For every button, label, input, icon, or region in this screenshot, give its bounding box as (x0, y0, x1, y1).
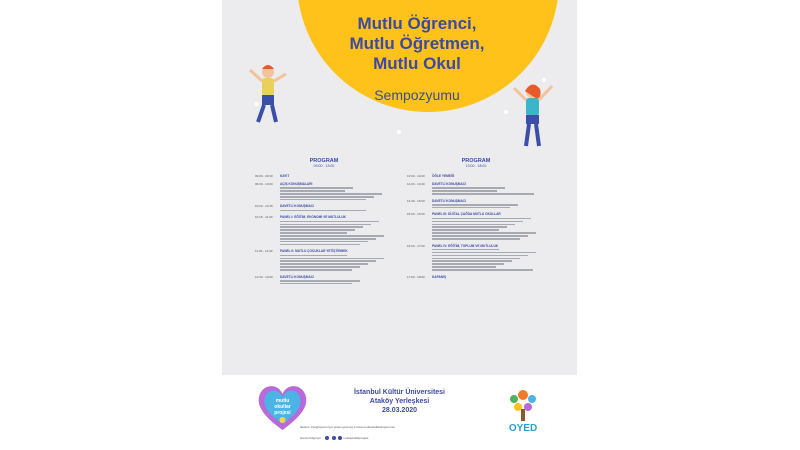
detail-line (280, 241, 368, 243)
title-line-2: Mutlu Öğretmen, (349, 34, 485, 53)
detail-line (432, 204, 518, 206)
logo-text-3: projesi (274, 410, 291, 416)
detail-line (432, 232, 536, 234)
detail-line (432, 269, 533, 271)
row-title: DAVETLİ KONUŞMACI (280, 274, 314, 279)
detail-line (280, 255, 347, 257)
detail-line (280, 187, 353, 189)
row-title: KAPANIŞ (432, 274, 447, 279)
detail-line (280, 258, 384, 260)
row-time: 15:00 - 16:00 (407, 212, 425, 217)
poster (222, 0, 577, 450)
oyed-text: OYED (508, 423, 538, 434)
detail-line (432, 238, 520, 240)
program-row (407, 244, 545, 271)
program-row (255, 215, 393, 245)
detail-line (432, 249, 499, 251)
row-title: PANEL III: DİJİTAL ÇAĞDA MUTLU OKULLAR (432, 212, 501, 217)
row-time: 16:00 - 17:00 (407, 243, 425, 248)
detail-line (432, 207, 510, 209)
program-right-heading: PROGRAM (461, 158, 491, 164)
boy-illustration-icon (244, 62, 292, 132)
detail-line (432, 229, 499, 231)
detail-line (280, 190, 345, 192)
detail-line (432, 255, 528, 257)
detail-line (280, 238, 376, 240)
detail-line (432, 218, 531, 220)
venue-name: İstanbul Kültür Üniversitesi (353, 389, 446, 396)
row-time: 10:15 - 11:30 (255, 215, 273, 220)
star-icon (504, 110, 508, 114)
poster-title (312, 14, 522, 74)
row-time: 11:30 - 12:30 (255, 249, 273, 254)
row-title: PANEL I: EĞİTİM, EKONOMİ VE MUTLULUK (280, 215, 346, 220)
detail-line (280, 244, 360, 246)
detail-line (280, 263, 368, 265)
row-time: 14:30 - 15:00 (407, 198, 425, 203)
program-row (255, 204, 393, 211)
detail-line (280, 193, 382, 195)
detail-line (280, 283, 352, 285)
program-left-heading: PROGRAM (309, 158, 339, 164)
detail-line (432, 187, 505, 189)
detail-line (432, 221, 523, 223)
detail-line (432, 193, 534, 195)
row-title: DAVETLİ KONUŞMACI (432, 198, 466, 203)
detail-line (280, 260, 376, 262)
detail-line (432, 252, 536, 254)
program-row (255, 249, 393, 270)
detail-line (280, 280, 360, 282)
twitter-icon[interactable] (332, 436, 336, 440)
row-title: DAVETLİ KONUŞMACI (280, 204, 314, 209)
detail-line (280, 221, 379, 223)
row-time: 13:00 - 14:00 (407, 174, 425, 178)
row-title: KAYIT (280, 174, 290, 178)
detail-line (432, 258, 520, 260)
detail-line (432, 226, 507, 228)
girl-illustration-icon (510, 78, 558, 153)
detail-line (280, 266, 360, 268)
logo-text-2: okullar (274, 404, 291, 410)
facebook-icon[interactable] (325, 436, 329, 440)
detail-line (280, 229, 355, 231)
program-row (407, 212, 545, 239)
program-row (255, 182, 393, 200)
row-title: PANEL II: MUTLU ÇOCUKLAR YETİŞTİRMEK (280, 249, 348, 254)
detail-line (432, 224, 515, 226)
detail-line (280, 224, 371, 226)
detail-line (280, 235, 384, 237)
oyed-logo-icon (492, 385, 554, 435)
detail-line (432, 263, 504, 265)
logo-text-1: mutlu (275, 398, 290, 404)
program-row (407, 174, 545, 178)
detail-line (280, 196, 374, 198)
row-title: DAVETLİ KONUŞMACI (432, 182, 466, 186)
social-handle: mutluokullarprojesi (343, 436, 369, 440)
detail-line (432, 260, 512, 262)
title-line-3: Mutlu Okul (373, 54, 461, 73)
program-row (407, 275, 545, 279)
detail-line (280, 269, 352, 271)
detail-line (280, 210, 366, 212)
program-row (255, 174, 393, 178)
program-row (407, 182, 545, 195)
star-icon (397, 130, 401, 134)
detail-line (432, 190, 497, 192)
social-label: Güncel bilgi için: (300, 436, 322, 440)
instagram-icon[interactable] (338, 436, 342, 440)
program-left-time: 09:00 - 13:00 (313, 164, 335, 168)
venue (322, 388, 477, 415)
detail-line (280, 226, 363, 228)
row-time: 09:30 - 10:00 (255, 182, 273, 186)
row-time: 09:00 - 09:30 (255, 174, 273, 178)
detail-line (432, 266, 496, 268)
event-date: 28.03.2020 (381, 407, 418, 414)
contact-line: İletişim: info@oyed.org.tr www.oyed.org.tr www.mutluokullarprojesi.com (300, 425, 396, 429)
row-time: 17:00 - 18:00 (407, 274, 425, 279)
social-line (300, 436, 500, 440)
program-row (255, 275, 393, 285)
detail-line (432, 235, 528, 237)
detail-line (280, 232, 347, 234)
row-title: AÇIŞ KONUŞMALARI (280, 182, 313, 186)
row-time: 14:00 - 14:30 (407, 182, 425, 186)
venue-campus: Ataköy Yerleşkesi (369, 398, 430, 405)
detail-line (280, 199, 366, 201)
row-title: PANEL IV: EĞİTİM, TOPLUM VE MUTLULUK (432, 243, 499, 248)
title-line-1: Mutlu Öğrenci, (357, 14, 477, 33)
row-time: 12:30 - 13:00 (255, 274, 273, 279)
row-title: ÖĞLE YEMEĞİ (432, 174, 455, 178)
poster-subtitle: Sempozyumu (374, 87, 460, 103)
program-right (407, 158, 545, 283)
program-left (255, 158, 393, 288)
row-time: 10:00 - 10:15 (255, 204, 273, 209)
program-row (407, 199, 545, 209)
program-right-time: 13:00 - 18:00 (465, 164, 487, 168)
